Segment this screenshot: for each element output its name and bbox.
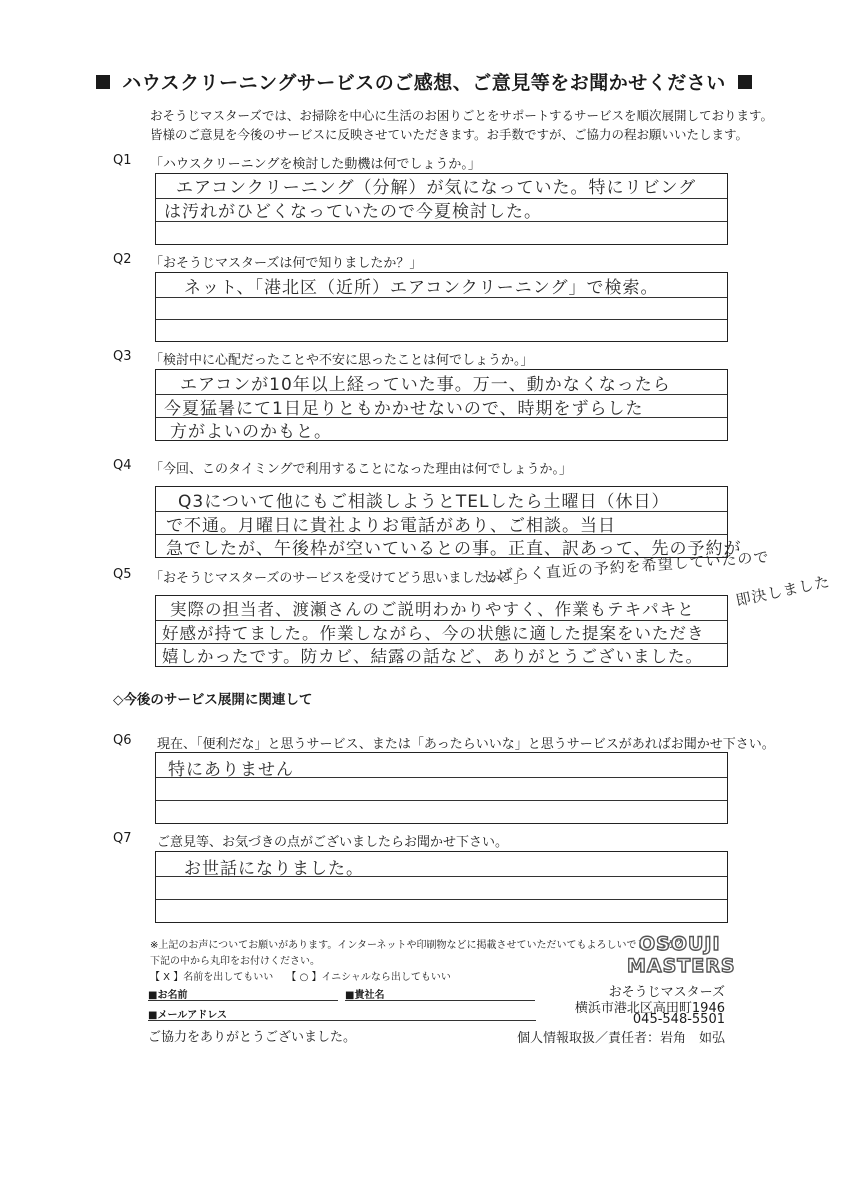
intro-text [150, 106, 773, 144]
intro-line: 皆様のご意見を今後のサービスに反映させていただきます。お手数ですが、ご協力の程お願いいたします。 [150, 127, 749, 142]
publication-consent-note [150, 938, 686, 986]
handwritten-answer: ネット、「港北区（近所）エアコンクリーニング」で検索。 [184, 278, 659, 298]
answer-box [155, 851, 728, 923]
answer-box [155, 595, 728, 667]
handwritten-answer: で不通。月曜日に貴社よりお電話があり、ご相談。当日 [166, 516, 616, 536]
intro-line: おそうじマスターズでは、お掃除を中心に生活のお困りごとをサポートするサービスを順次展開しております。 [150, 108, 774, 123]
email-field-line[interactable] [148, 1020, 536, 1021]
handwritten-note: しばらく直近の予約を希望していたので [481, 547, 770, 586]
company-field-label: ■貴社名 [345, 990, 385, 1001]
handwritten-note: 即決しました [734, 572, 832, 610]
question-text: 現在、「便利だな」と思うサービス、または「あったらいいな」と思うサービスがあればお聞かせ下さい。 [157, 737, 775, 752]
company-name: おそうじマスターズ [608, 985, 725, 1000]
question-text: 「ハウスクリーニングを検討した動機は何でしょうか。」 [150, 157, 481, 172]
email-field-label: ■メールアドレス [148, 1010, 227, 1021]
logo-line-1: OSOUJI [639, 933, 721, 955]
answer-box [155, 173, 728, 245]
answer-box [155, 272, 728, 342]
question-label: Q5 [113, 567, 132, 582]
question-text: ご意見等、お気づきの点がございましたらお聞かせ下さい。 [157, 835, 509, 850]
handwritten-answer: 好感が持てました。作業しながら、今の状態に適した提案をいただき [162, 624, 705, 643]
name-field-line[interactable] [148, 1000, 338, 1001]
handwritten-answer: 急でしたが、午後枠が空いているとの事。正直、訳あって、先の予約が [166, 539, 742, 559]
company-logo [625, 930, 745, 976]
handwritten-answer: 方がよいのかもと。 [170, 422, 332, 442]
logo-graphic [625, 930, 745, 976]
thanks-message: ご協力をありがとうございました。 [148, 1030, 357, 1045]
answer-box [155, 369, 728, 441]
privacy-officer: 個人情報取扱／責任者：岩角 如弘 [516, 1031, 725, 1046]
handwritten-answer: 実際の担当者、渡瀬さんのご説明わかりやすく、作業もテキパキと [170, 600, 695, 619]
question-text: 「検討中に心配だったことや不安に思ったことは何でしょうか。」 [150, 353, 534, 368]
handwritten-answer: Q3について他にもご相談しようとTELしたら土曜日（休日） [178, 492, 670, 512]
answer-box [155, 486, 742, 559]
square-bullet-icon [96, 75, 110, 89]
consent-option-initials[interactable]: 【 ○ 】イニシャルなら出してもいい [286, 972, 451, 983]
square-bullet-icon [738, 75, 752, 89]
consent-option-name[interactable]: 【 X 】名前を出してもいい [150, 972, 274, 983]
note-line: 下記の中から丸印をお付けください。 [150, 956, 320, 967]
company-address: 横浜市港北区高田町1946 [574, 1001, 725, 1016]
question-label: Q2 [113, 252, 132, 267]
question-text: 「おそうじマスターズのサービスを受けてどう思いましたか？」 [150, 571, 527, 586]
handwritten-answer: お世話になりました。 [184, 859, 364, 879]
note-line: ※上記のお声についてお願いがあります。インターネットや印刷物などに掲載させていただいてもよろしいでしょうか？ [150, 940, 687, 951]
company-field-line[interactable] [345, 1000, 535, 1001]
handwritten-answer: は汚れがひどくなっていたので今夏検討した。 [164, 202, 542, 222]
name-field-label: ■お名前 [148, 990, 188, 1001]
section-heading: ◇今後のサービス展開に関連して [113, 692, 313, 708]
question-label: Q6 [113, 733, 132, 748]
handwritten-answer: 特にありません [168, 760, 294, 780]
handwritten-answer: エアコンが10年以上経っていた事。万一、動かなくなったら [180, 375, 671, 395]
company-phone: 045-548-5501 [632, 1012, 725, 1027]
question-text: 「おそうじマスターズは何で知りましたか？」 [150, 256, 423, 271]
handwritten-answer: 嬉しかったです。防カビ、結露の話など、ありがとうございました。 [162, 647, 704, 666]
handwritten-answer: エアコンクリーニング（分解）が気になっていた。特にリビング [176, 178, 697, 198]
page-title: ハウスクリーニングサービスのご感想、ご意見等をお聞かせください [0, 68, 848, 95]
handwritten-answer: 今夏猛暑にて1日足りともかかせないので、時期をずらした [164, 399, 644, 419]
logo-line-2: MASTERS [627, 955, 736, 976]
question-label: Q4 [113, 458, 132, 473]
answer-box [155, 752, 728, 824]
question-text: 「今回、このタイミングで利用することになった理由は何でしょうか。」 [150, 462, 572, 477]
question-label: Q1 [113, 153, 132, 168]
question-label: Q7 [113, 831, 132, 846]
question-label: Q3 [113, 349, 132, 364]
